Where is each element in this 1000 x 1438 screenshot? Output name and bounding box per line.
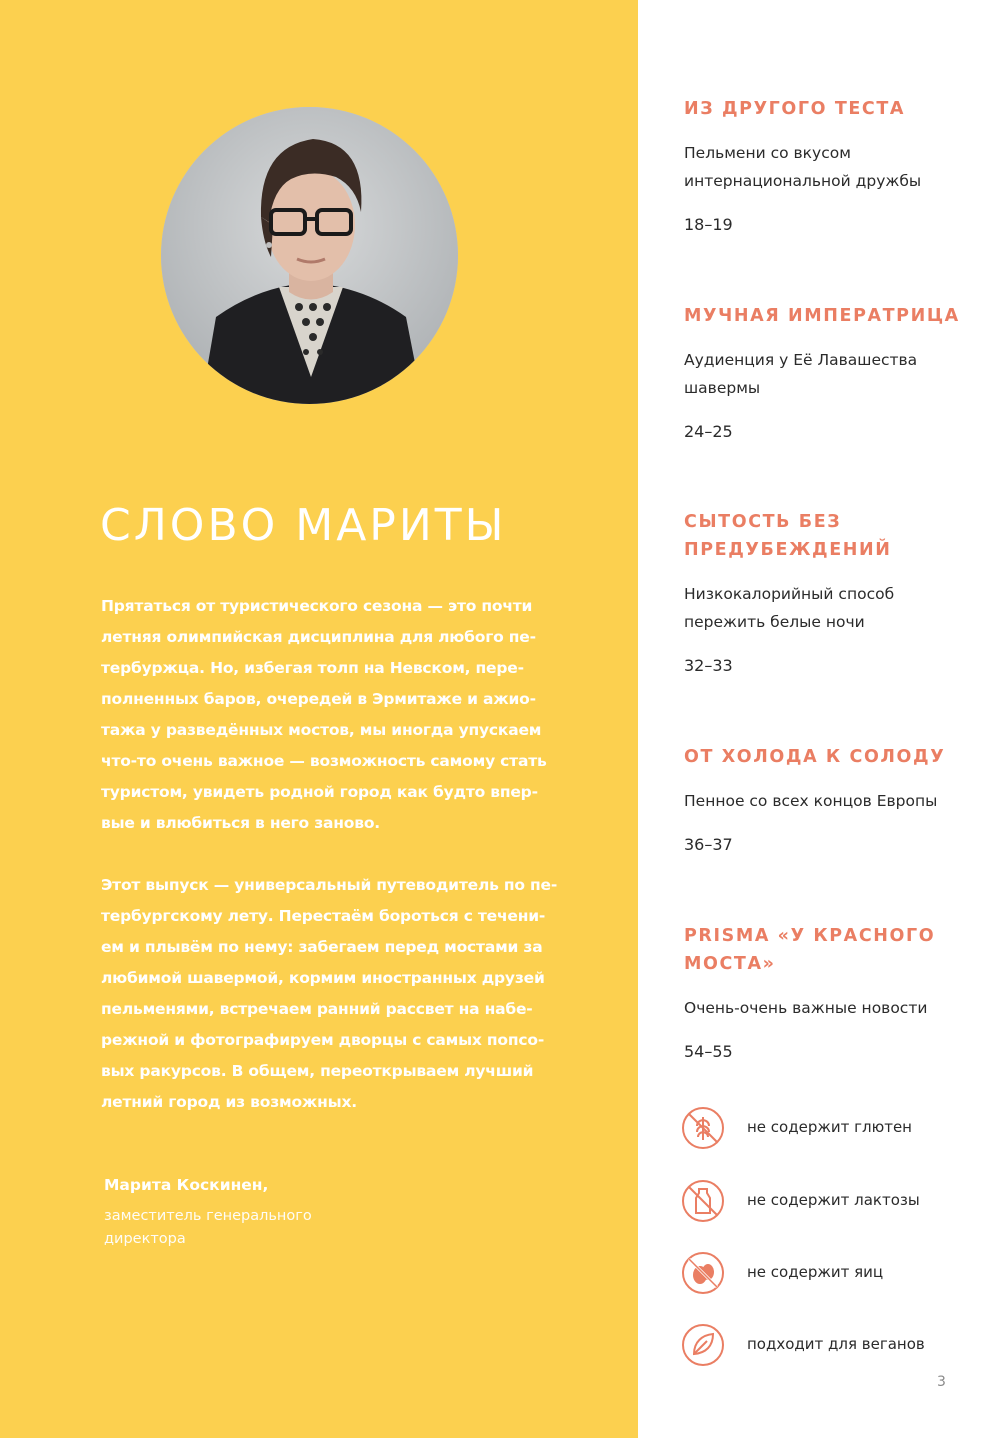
paragraph-line: вых ракурсов. В общем, переоткрываем лучший — [101, 1062, 534, 1080]
title-line: ИЗ ДРУГОГО ТЕСТА — [684, 99, 906, 119]
legend-label: не содержит лактозы — [747, 1191, 920, 1209]
contents-item-pages: 36–37 — [684, 835, 733, 854]
desc-line: пережить белые ночи — [684, 613, 865, 631]
editorial-title: СЛОВО МАРИТЫ — [100, 500, 507, 551]
legend-item-egg-free — [680, 1250, 970, 1298]
contents-item-pages: 18–19 — [684, 215, 733, 234]
title-line: ОТ ХОЛОДА К СОЛОДУ — [684, 747, 946, 767]
desc-line: Очень-очень важные новости — [684, 999, 928, 1017]
desc-line: Пельмени со вкусом — [684, 144, 851, 162]
contents-item[interactable] — [684, 743, 984, 859]
page-number: 3 — [937, 1374, 946, 1390]
paragraph-line: летняя олимпийская дисциплина для любого пе- — [101, 628, 536, 646]
signature-role — [104, 1205, 364, 1251]
contents-item-title — [684, 302, 984, 330]
legend-item-vegan — [680, 1322, 970, 1370]
title-line: СЫТОСТЬ БЕЗ — [684, 512, 842, 532]
title-line: ПРЕДУБЕЖДЕНИЙ — [684, 540, 892, 560]
signature-role-line: директора — [104, 1231, 186, 1247]
desc-line: Пенное со всех концов Европы — [684, 792, 938, 810]
desc-line: интернациональной дружбы — [684, 172, 922, 190]
editorial-paragraph-2 — [101, 870, 558, 1118]
contents-item[interactable] — [684, 302, 984, 446]
contents-item-description — [684, 787, 984, 815]
desc-line: шавермы — [684, 379, 761, 397]
paragraph-line: туристом, увидеть родной город как будто впер- — [101, 783, 538, 801]
author-portrait — [161, 107, 458, 404]
signature-name: Марита Коскинен, — [104, 1176, 269, 1194]
no-eggs-icon — [680, 1250, 726, 1296]
desc-line: Низкокалорийный способ — [684, 585, 895, 603]
desc-line: Аудиенция у Её Лавашества — [684, 351, 918, 369]
signature-role-line: заместитель генерального — [104, 1208, 312, 1224]
contents-item-pages: 32–33 — [684, 656, 733, 675]
contents-item[interactable] — [684, 95, 984, 239]
legend-item-gluten-free — [680, 1105, 970, 1153]
contents-item-title — [684, 922, 984, 978]
contents-item-description — [684, 346, 984, 402]
contents-item-description — [684, 994, 984, 1022]
paragraph-line: тербуржца. Но, избегая толп на Невском, пере- — [101, 659, 524, 677]
contents-item-description — [684, 580, 984, 636]
legend-item-lactose-free — [680, 1178, 970, 1226]
editorial-paragraph-1 — [101, 591, 551, 839]
paragraph-line: Этот выпуск — универсальный путеводитель по пе- — [101, 876, 558, 894]
paragraph-line: тербургскому лету. Перестаём бороться с течени- — [101, 907, 546, 925]
title-line: МУЧНАЯ ИМПЕРАТРИЦА — [684, 306, 960, 326]
paragraph-line: ем и плывём по нему: забегаем перед мостами за — [101, 938, 543, 956]
contents-item[interactable] — [684, 922, 984, 1066]
legend-label: подходит для веганов — [747, 1335, 925, 1353]
paragraph-line: полненных баров, очередей в Эрмитаже и ажио- — [101, 690, 536, 708]
title-line: МОСТА» — [684, 954, 776, 974]
vegan-leaf-icon — [680, 1322, 726, 1368]
legend-label: не содержит яиц — [747, 1263, 884, 1281]
paragraph-line: летний город из возможных. — [101, 1093, 357, 1111]
title-line: PRISMA «У КРАСНОГО — [684, 926, 936, 946]
legend-label: не содержит глютен — [747, 1118, 912, 1136]
contents-item-pages: 24–25 — [684, 422, 733, 441]
contents-item-pages: 54–55 — [684, 1042, 733, 1061]
contents-item-title — [684, 743, 984, 771]
no-lactose-icon — [680, 1178, 726, 1224]
paragraph-line: режной и фотографируем дворцы с самых попсо- — [101, 1031, 545, 1049]
contents-item-title — [684, 508, 984, 564]
contents-item-title — [684, 95, 984, 123]
paragraph-line: вые и влюбиться в него заново. — [101, 814, 380, 832]
no-gluten-icon — [680, 1105, 726, 1151]
contents-item[interactable] — [684, 508, 984, 680]
paragraph-line: тажа у разведённых мостов, мы иногда упускаем — [101, 721, 542, 739]
contents-item-description — [684, 139, 984, 195]
paragraph-line: что-то очень важное — возможность самому стать — [101, 752, 547, 770]
paragraph-line: любимой шавермой, кормим иностранных друзей — [101, 969, 545, 987]
paragraph-line: Прятаться от туристического сезона — это почти — [101, 597, 533, 615]
paragraph-line: пельменями, встречаем ранний рассвет на набе- — [101, 1000, 533, 1018]
